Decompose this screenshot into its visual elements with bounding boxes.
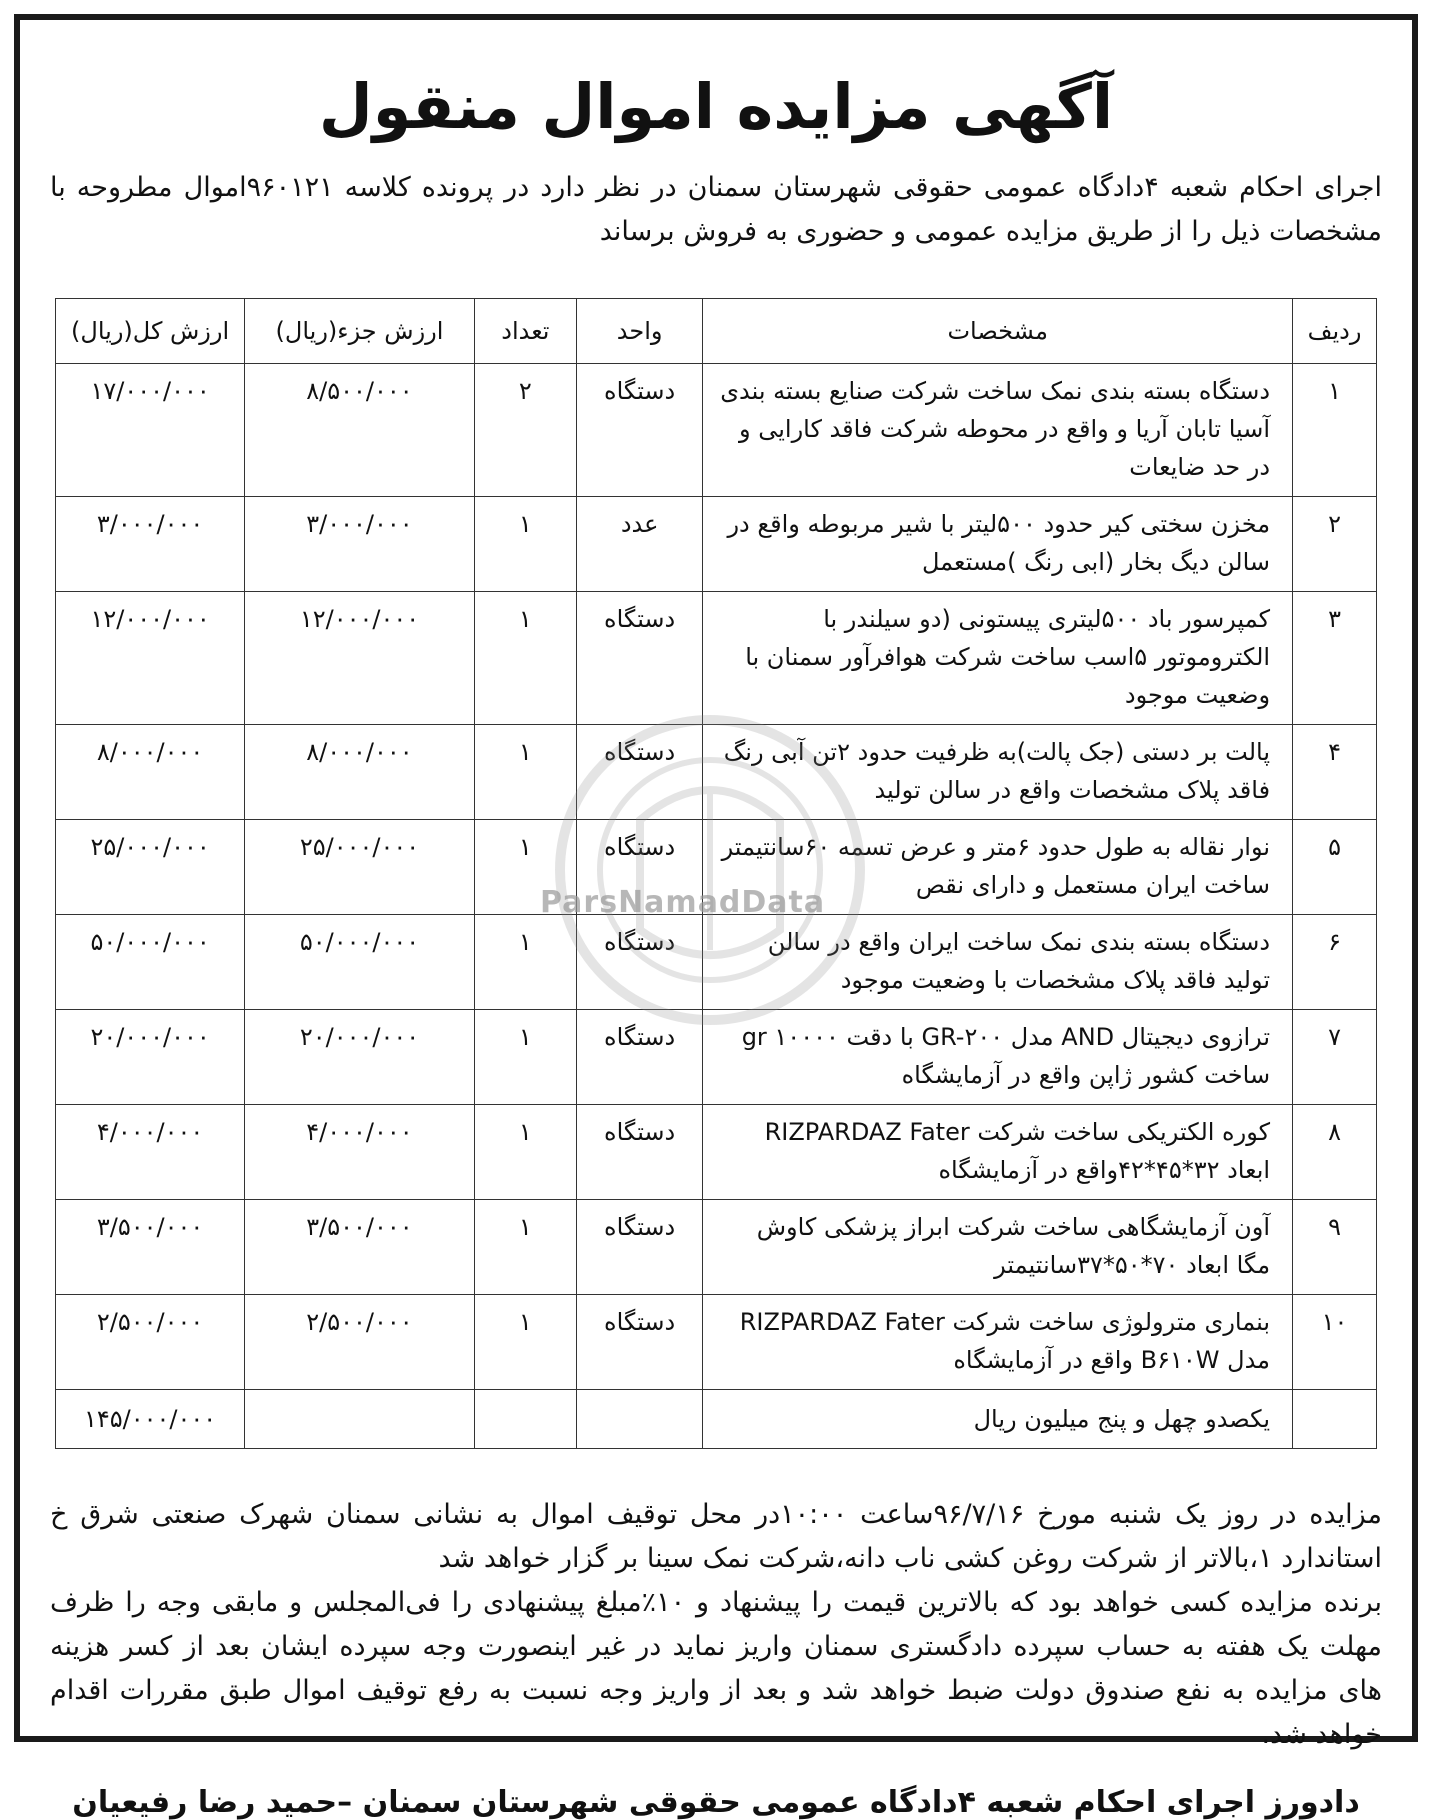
row-part-value: ۳/۰۰۰/۰۰۰ <box>245 497 475 592</box>
row-part-value: ۱۲/۰۰۰/۰۰۰ <box>245 592 475 725</box>
signature-line: دادورز اجرای احکام شعبه ۴دادگاه عمومی حقوقی شهرستان سمنان –حمید رضا رفیعیان <box>72 1785 1360 1820</box>
total-empty-cell <box>576 1390 702 1449</box>
row-spec: مخزن سختی کیر حدود ۵۰۰لیتر با شیر مربوطه واقع در سالن دیگ بخار (ابی رنگ )مستعمل <box>703 497 1293 592</box>
row-unit: دستگاه <box>576 592 702 725</box>
row-unit: دستگاه <box>576 1295 702 1390</box>
row-part-value: ۸/۵۰۰/۰۰۰ <box>245 364 475 497</box>
table-row <box>56 725 1377 820</box>
row-unit: عدد <box>576 497 702 592</box>
notice-frame <box>14 14 1418 1820</box>
notice-intro: اجرای احکام شعبه ۴دادگاه عمومی حقوقی شهرستان سمنان در نظر دارد در پرونده کلاسه ۹۶۰۱۲۱اموال مطروحه با مشخصات ذیل را از طریق مزایده عمومی و حضوری به فروش برساند <box>50 172 1382 248</box>
total-in-words: یکصدو چهل و پنج میلیون ریال <box>703 1390 1293 1449</box>
header-unit: واحد <box>576 299 702 364</box>
row-unit: دستگاه <box>576 915 702 1010</box>
row-unit: دستگاه <box>576 1105 702 1200</box>
row-count: ۲ <box>474 364 576 497</box>
row-total-value: ۱۲/۰۰۰/۰۰۰ <box>56 592 245 725</box>
row-count: ۱ <box>474 1010 576 1105</box>
row-spec: بنماری مترولوژی ساخت شرکت RIZPARDAZ Fater مدل B۶۱۰W واقع در آزمایشگاه <box>703 1295 1293 1390</box>
row-total-value: ۵۰/۰۰۰/۰۰۰ <box>56 915 245 1010</box>
row-number: ۳ <box>1293 592 1377 725</box>
row-total-value: ۸/۰۰۰/۰۰۰ <box>56 725 245 820</box>
table-row <box>56 497 1377 592</box>
row-spec: کوره الکتریکی ساخت شرکت RIZPARDAZ Fater ابعاد ۳۲*۴۵*۴۲واقع در آزمایشگاه <box>703 1105 1293 1200</box>
total-sum-value: ۱۴۵/۰۰۰/۰۰۰ <box>56 1390 245 1449</box>
table-row <box>56 1105 1377 1200</box>
row-count: ۱ <box>474 915 576 1010</box>
row-number: ۷ <box>1293 1010 1377 1105</box>
row-unit: دستگاه <box>576 820 702 915</box>
table-total-row <box>56 1390 1377 1449</box>
row-number: ۵ <box>1293 820 1377 915</box>
row-total-value: ۱۷/۰۰۰/۰۰۰ <box>56 364 245 497</box>
row-total-value: ۴/۰۰۰/۰۰۰ <box>56 1105 245 1200</box>
row-spec: نوار نقاله به طول حدود ۶متر و عرض تسمه ۶۰سانتیمتر ساخت ایران مستعمل و دارای نقص <box>703 820 1293 915</box>
winner-conditions: برنده مزایده کسی خواهد بود که بالاترین قیمت را پیشنهاد و ۱۰٪مبلغ پیشنهادی را فی‌المجلس و مابقی وجه را ظرف مهلت یک هفته به حساب سپرده دادگستری سمنان واریز نماید در غیر اینصورت وجه سپرده ایشان بعد از کسر هزینه های مزایده به نفع صندوق دولت ضبط خواهد شد و بعد از واریز وجه نسبت به رفع توقیف اموال طبق مقررات اقدام خواهد شد. <box>50 1587 1382 1751</box>
row-spec: ترازوی دیجیتال AND مدل GR-۲۰۰ با دقت gr ۱۰۰۰۰ ساخت کشور ژاپن واقع در آزمایشگاه <box>703 1010 1293 1105</box>
row-unit: دستگاه <box>576 1200 702 1295</box>
row-total-value: ۳/۵۰۰/۰۰۰ <box>56 1200 245 1295</box>
row-count: ۱ <box>474 1105 576 1200</box>
row-number: ۴ <box>1293 725 1377 820</box>
header-radif: ردیف <box>1293 299 1377 364</box>
row-count: ۱ <box>474 820 576 915</box>
table-row <box>56 364 1377 497</box>
table-row <box>56 1010 1377 1105</box>
table-row <box>56 915 1377 1010</box>
row-part-value: ۳/۵۰۰/۰۰۰ <box>245 1200 475 1295</box>
row-total-value: ۲۰/۰۰۰/۰۰۰ <box>56 1010 245 1105</box>
auction-details: مزایده در روز یک شنبه مورخ ۹۶/۷/۱۶ساعت ۱۰:۰۰در محل توقیف اموال به نشانی سمنان شهرک صنعتی شرق خ استاندارد ۱،بالاتر از شرکت روغن کشی ناب دانه،شرکت نمک سینا بر گزار خواهد شد <box>50 1499 1382 1575</box>
row-total-value: ۲۵/۰۰۰/۰۰۰ <box>56 820 245 915</box>
total-empty-cell <box>474 1390 576 1449</box>
row-number: ۱۰ <box>1293 1295 1377 1390</box>
row-count: ۱ <box>474 1295 576 1390</box>
row-spec: دستگاه بسته بندی نمک ساخت شرکت صنایع بسته بندی آسیا تابان آریا و واقع در محوطه شرکت فاقد کارایی و در حد ضایعات <box>703 364 1293 497</box>
total-empty-cell <box>1293 1390 1377 1449</box>
row-number: ۶ <box>1293 915 1377 1010</box>
row-unit: دستگاه <box>576 1010 702 1105</box>
row-part-value: ۲۰/۰۰۰/۰۰۰ <box>245 1010 475 1105</box>
row-spec: دستگاه بسته بندی نمک ساخت ایران واقع در سالن تولید فاقد پلاک مشخصات با وضعیت موجود <box>703 915 1293 1010</box>
row-unit: دستگاه <box>576 725 702 820</box>
watermark-text: ParsNamadData <box>540 885 826 920</box>
row-spec: آون آزمایشگاهی ساخت شرکت ابراز پزشکی کاوش مگا ابعاد ۷۰*۵۰*۳۷سانتیمتر <box>703 1200 1293 1295</box>
table-row <box>56 592 1377 725</box>
table-row <box>56 820 1377 915</box>
row-part-value: ۴/۰۰۰/۰۰۰ <box>245 1105 475 1200</box>
row-total-value: ۲/۵۰۰/۰۰۰ <box>56 1295 245 1390</box>
row-number: ۹ <box>1293 1200 1377 1295</box>
table-header-row <box>56 299 1377 364</box>
table-row <box>56 1295 1377 1390</box>
row-part-value: ۵۰/۰۰۰/۰۰۰ <box>245 915 475 1010</box>
header-count: تعداد <box>474 299 576 364</box>
row-total-value: ۳/۰۰۰/۰۰۰ <box>56 497 245 592</box>
row-count: ۱ <box>474 725 576 820</box>
table-row <box>56 1200 1377 1295</box>
row-spec: کمپرسور باد ۵۰۰لیتری پیستونی (دو سیلندر با الکتروموتور ۵اسب ساخت شرکت هوافرآور سمنان با وضعیت موجود <box>703 592 1293 725</box>
row-number: ۱ <box>1293 364 1377 497</box>
row-count: ۱ <box>474 1200 576 1295</box>
row-part-value: ۸/۰۰۰/۰۰۰ <box>245 725 475 820</box>
row-part-value: ۲/۵۰۰/۰۰۰ <box>245 1295 475 1390</box>
row-count: ۱ <box>474 497 576 592</box>
header-part-value: ارزش جزء(ریال) <box>245 299 475 364</box>
row-spec: پالت بر دستی (جک پالت)به ظرفیت حدود ۲تن آبی رنگ فاقد پلاک مشخصات واقع در سالن تولید <box>703 725 1293 820</box>
row-count: ۱ <box>474 592 576 725</box>
notice-title: آگهی مزایده اموال منقول <box>318 70 1114 143</box>
total-empty-cell <box>245 1390 475 1449</box>
row-unit: دستگاه <box>576 364 702 497</box>
header-total-value: ارزش کل(ریال) <box>56 299 245 364</box>
row-part-value: ۲۵/۰۰۰/۰۰۰ <box>245 820 475 915</box>
row-number: ۲ <box>1293 497 1377 592</box>
row-number: ۸ <box>1293 1105 1377 1200</box>
items-table <box>55 298 1377 1449</box>
header-spec: مشخصات <box>703 299 1293 364</box>
